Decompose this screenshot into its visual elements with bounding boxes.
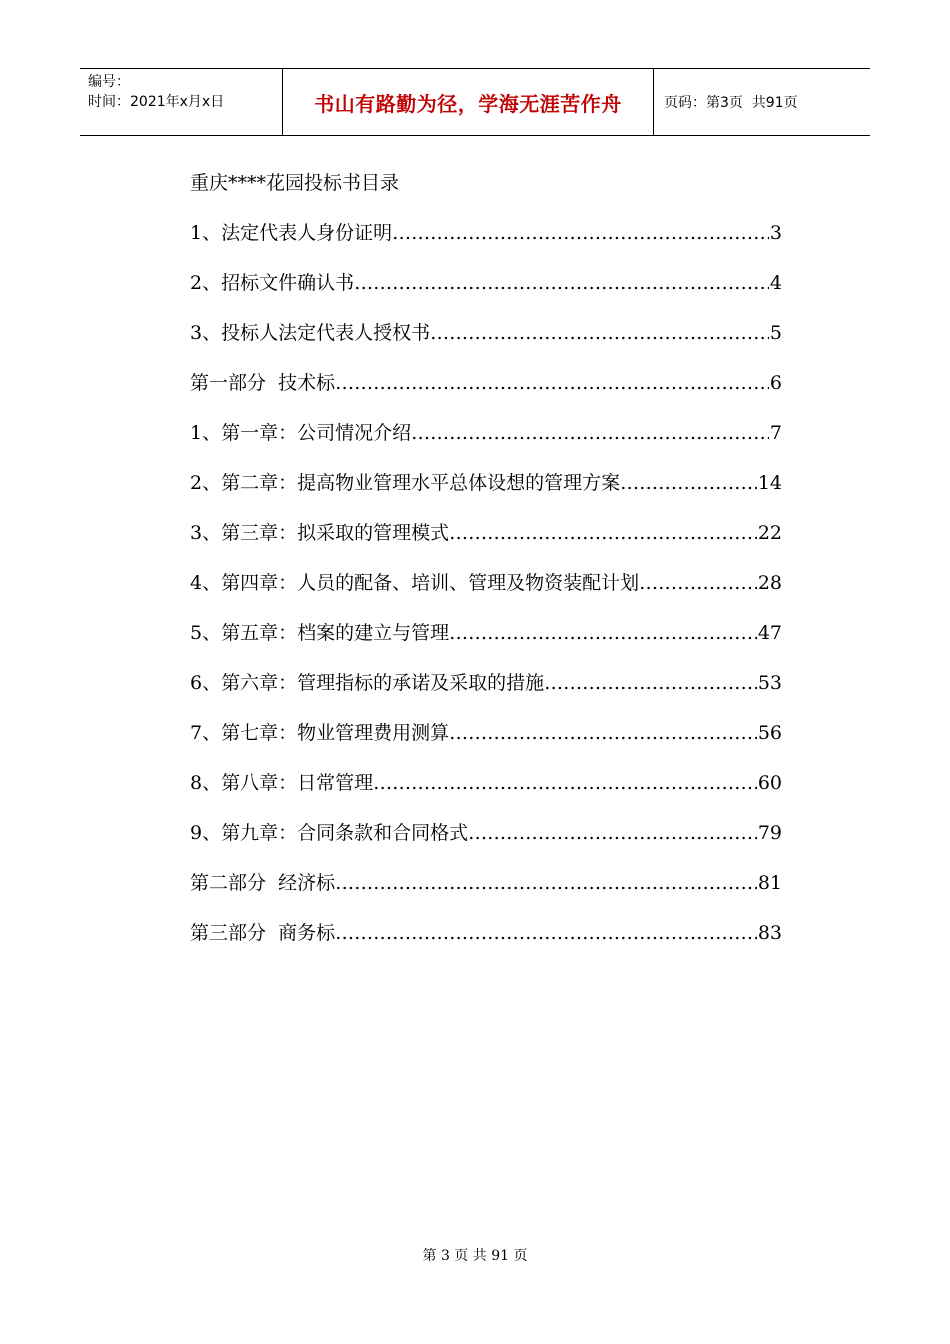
toc-entry[interactable] (190, 368, 782, 418)
document-time: 时间：2021年x月x日 (88, 94, 225, 110)
toc-leader-dots (335, 868, 757, 898)
toc-leader-dots (449, 618, 757, 648)
toc-leader-dots (373, 768, 757, 798)
toc-entry-label: 7、第七章：物业管理费用测算 (190, 722, 450, 744)
toc-leader-dots (449, 518, 757, 548)
toc-entry-page: 56 (757, 722, 782, 744)
page-header (80, 68, 870, 136)
toc-leader-dots (430, 318, 769, 348)
toc-leader-dots (354, 268, 769, 298)
toc-entry[interactable] (190, 868, 782, 918)
toc-entry-label: 5、第五章：档案的建立与管理 (190, 622, 450, 644)
toc-entry-page: 28 (757, 572, 782, 594)
toc-leader-dots (449, 718, 757, 748)
toc-entry-label: 1、法定代表人身份证明 (190, 222, 393, 244)
document-number-label: 编号： (88, 74, 130, 90)
table-of-contents (190, 168, 782, 968)
toc-leader-dots (335, 918, 757, 948)
toc-entry[interactable] (190, 218, 782, 268)
toc-entry-label: 8、第八章：日常管理 (190, 772, 374, 794)
toc-entry[interactable] (190, 618, 782, 668)
toc-entry-label: 2、第二章：提高物业管理水平总体设想的管理方案 (190, 472, 621, 494)
toc-entry-label: 第三部分 商务标 (190, 922, 336, 944)
page-footer (0, 1246, 950, 1266)
toc-entry-label: 2、招标文件确认书 (190, 272, 355, 294)
toc-entry-page: 5 (769, 322, 782, 344)
toc-entry-page: 22 (757, 522, 782, 544)
toc-entry-page: 53 (757, 672, 782, 694)
toc-entry[interactable] (190, 718, 782, 768)
toc-entry[interactable] (190, 918, 782, 968)
toc-entry[interactable] (190, 668, 782, 718)
toc-entry-page: 60 (757, 772, 782, 794)
toc-entry-page: 3 (769, 222, 782, 244)
toc-entry-page: 4 (769, 272, 782, 294)
toc-leader-dots (411, 418, 769, 448)
toc-entry-page: 47 (757, 622, 782, 644)
toc-entry-page: 14 (757, 472, 782, 494)
toc-leader-dots (468, 818, 757, 848)
toc-leader-dots (620, 468, 757, 498)
toc-entry-label: 3、第三章：拟采取的管理模式 (190, 522, 450, 544)
toc-entry-page: 6 (769, 372, 782, 394)
toc-entry[interactable] (190, 818, 782, 868)
toc-entry-label: 9、第九章：合同条款和合同格式 (190, 822, 469, 844)
toc-entry[interactable] (190, 318, 782, 368)
toc-entry-label: 第二部分 经济标 (190, 872, 336, 894)
toc-leader-dots (544, 668, 757, 698)
toc-entry-label: 3、投标人法定代表人授权书 (190, 322, 431, 344)
toc-entry[interactable] (190, 768, 782, 818)
toc-entry-label: 6、第六章：管理指标的承诺及采取的措施 (190, 672, 545, 694)
toc-entry-page: 83 (757, 922, 782, 944)
header-motto: 书山有路勤为径，学海无涯苦作舟 (282, 69, 654, 135)
toc-entry-page: 79 (757, 822, 782, 844)
header-page-text: 页码：第3页 共91页 (664, 95, 798, 111)
toc-entry-page: 81 (757, 872, 782, 894)
toc-entry[interactable] (190, 568, 782, 618)
toc-title: 重庆****花园投标书目录 (190, 172, 400, 194)
header-meta (80, 69, 282, 135)
toc-entry-page: 7 (769, 422, 782, 444)
toc-entry[interactable] (190, 268, 782, 318)
toc-entry[interactable] (190, 468, 782, 518)
toc-entry[interactable] (190, 418, 782, 468)
toc-leader-dots (335, 368, 769, 398)
toc-entry[interactable] (190, 518, 782, 568)
toc-entry-label: 4、第四章：人员的配备、培训、管理及物资装配计划 (190, 572, 640, 594)
footer-page-number: 第 3 页 共 91 页 (422, 1248, 528, 1264)
header-page-info (654, 69, 870, 135)
toc-leader-dots (392, 218, 769, 248)
toc-entry-label: 1、第一章：公司情况介绍 (190, 422, 412, 444)
toc-leader-dots (639, 568, 757, 598)
toc-entry-label: 第一部分 技术标 (190, 372, 336, 394)
